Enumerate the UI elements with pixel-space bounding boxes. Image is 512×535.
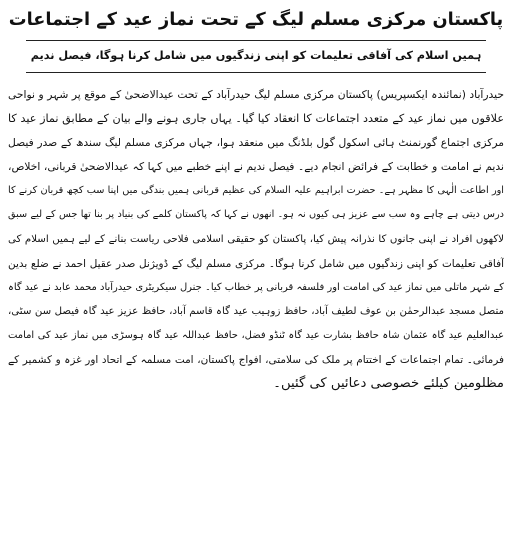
- body-line: حیدرآباد (نمائندہ ایکسپریس) پاکستان مرکزی مسلم لیگ حیدرآباد کے تحت عیدالاضحیٰ کے موقع پر شہر و نواحی: [8, 88, 504, 101]
- article-body: [8, 83, 504, 396]
- body-line: کے شہر ماتلی میں نماز عید کی امامت اور فلسفہ قربانی پر خطاب کیا۔ جنرل سیکریٹری حیدرآباد محمد عابد نے عید گاہ: [8, 281, 504, 293]
- subheadline: ہمیں اسلام کی آفاقی تعلیمات کو اپنی زندگیوں میں شامل کرنا ہوگا، فیصل ندیم: [26, 40, 486, 73]
- body-line: آفاقی تعلیمات کو اپنی زندگیوں میں شامل کرنا ہوگا۔ مرکزی مسلم لیگ کے ڈویژنل صدر عقیل احمد نے ضلع بدین: [8, 257, 504, 270]
- body-line: لاکھوں افراد نے اپنی جانوں کا نذرانہ پیش کیا، پاکستان کو حقیقی اسلامی فلاحی ریاست بنانے کے لیے ہمیں اسلام کی: [8, 233, 504, 245]
- body-line: ندیم نے امامت و خطابت کے فرائض انجام دیے۔ فیصل ندیم نے اپنے خطبے میں کہا کہ عیدالاضحیٰ قربانی، اخلاص،: [8, 160, 504, 174]
- body-line: فرمائی۔ تمام اجتماعات کے اختتام پر ملک کی سلامتی، افواج پاکستان، امت مسلمہ کے اتحاد اور غزہ و کشمیر کے: [8, 354, 504, 367]
- body-line: مظلومین کیلئے خصوصی دعائیں کی گئیں۔: [273, 376, 504, 392]
- body-line: مرکزی اجتماع گورنمنٹ ہائی اسکول گول بلڈنگ میں منعقد ہوا، جہاں مرکزی مسلم لیگ سندھ کے صدر فیصل: [8, 136, 504, 150]
- body-line: درس دیتی ہے چاہے وہ سب سے عزیز ہی کیوں نہ ہو۔ انھوں نے کہا کہ پاکستان کلمے کی بنیاد پر بنا تھا جس کے لیے سبق: [8, 209, 504, 221]
- headline: پاکستان مرکزی مسلم لیگ کے تحت نماز عید کے اجتماعات: [8, 10, 504, 30]
- body-line: اور اطاعت الٰہی کا مظہر ہے۔ حضرت ابراہیم علیہ السلام کی عظیم قربانی ہمیں بندگی میں اپنا سب کچھ قربان کرنے کا: [8, 185, 504, 197]
- body-line: عبدالعلیم عید گاہ عثمان شاہ حافظ بشارت عید گاہ ٹنڈو فضل، حافظ عبداللہ عید گاہ ہوسڑی میں نماز عید کی امامت: [8, 329, 504, 341]
- body-line: علاقوں میں نماز عید کے متعدد اجتماعات کا انعقاد کیا گیا۔ یہاں جاری ہونے والے بیان کے مطابق نماز عید کا: [8, 112, 504, 126]
- body-line: متصل مسجد عبدالرحمٰن بن عوف لطیف آباد، حافظ زوہیب عید گاہ قاسم آباد، حافظ عزیز عید گاہ فیصل سن سٹی،: [8, 305, 504, 317]
